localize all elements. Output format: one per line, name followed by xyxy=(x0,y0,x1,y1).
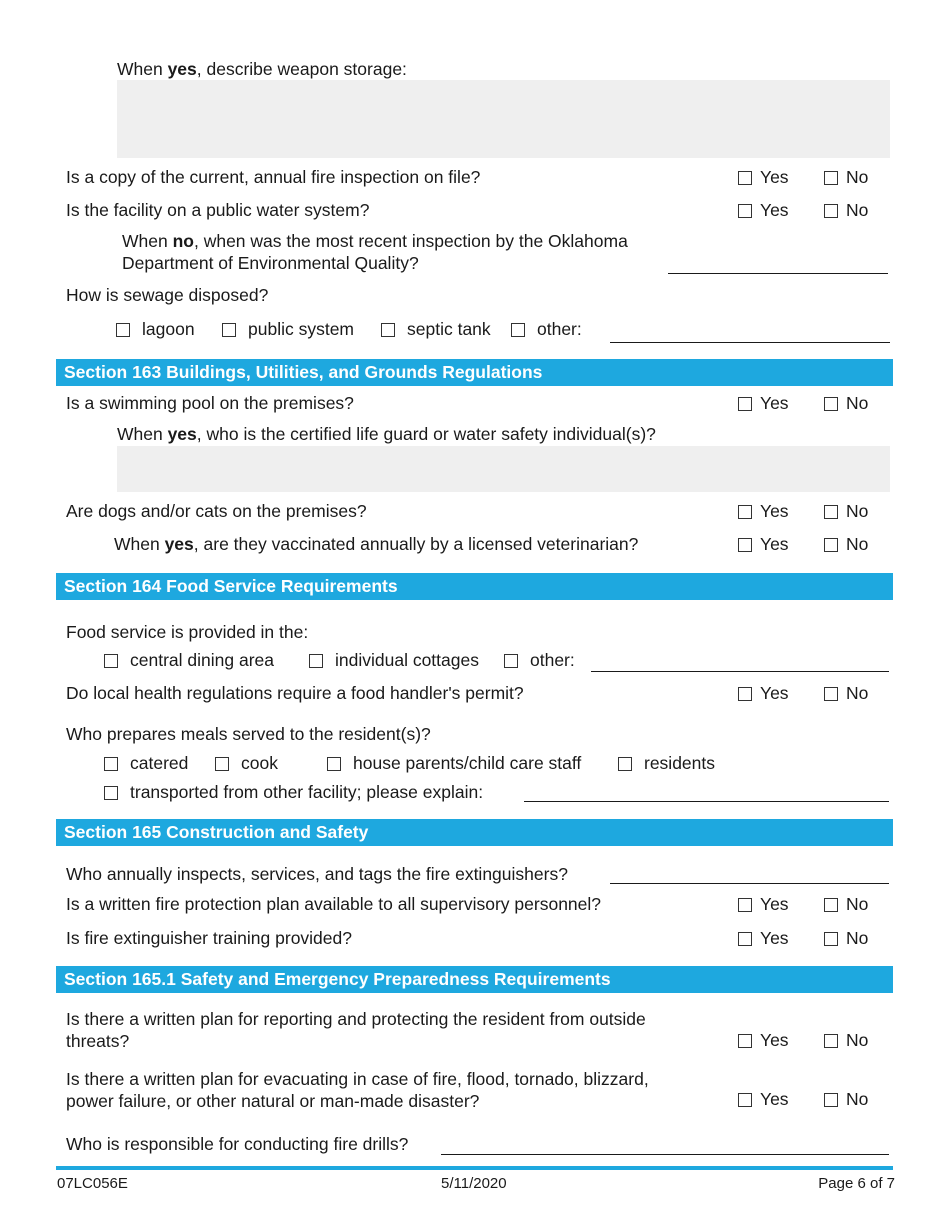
weapon-storage-label: When yes, describe weapon storage: xyxy=(117,59,407,79)
checkbox[interactable] xyxy=(327,757,341,771)
lifeguard-field[interactable] xyxy=(117,446,890,492)
lifeguard-label: When yes, who is the certified life guard or water safety individual(s)? xyxy=(117,424,656,444)
pets-yes-option[interactable]: Yes xyxy=(738,501,789,522)
checkbox[interactable] xyxy=(824,1093,838,1107)
checkbox[interactable] xyxy=(738,171,752,185)
checkbox[interactable] xyxy=(738,932,752,946)
vaccinated-question: When yes, are they vaccinated annually by a licensed veterinarian? xyxy=(114,534,639,554)
sewage-septic-tank-option[interactable]: septic tank xyxy=(381,319,491,340)
checkbox[interactable] xyxy=(738,1093,752,1107)
vaccinated-no-option[interactable]: No xyxy=(824,534,868,555)
checkbox[interactable] xyxy=(824,687,838,701)
section-165-header: Section 165 Construction and Safety xyxy=(56,819,893,846)
food-central-dining-option[interactable]: central dining area xyxy=(104,650,274,671)
fire-plan-yes-option[interactable]: Yes xyxy=(738,894,789,915)
checkbox[interactable] xyxy=(824,171,838,185)
deq-inspection-label: When no, when was the most recent inspection by the Oklahoma xyxy=(122,231,628,251)
checkbox[interactable] xyxy=(504,654,518,668)
section-164-header: Section 164 Food Service Requirements xyxy=(56,573,893,600)
checkbox[interactable] xyxy=(738,898,752,912)
meals-catered-option[interactable]: catered xyxy=(104,753,188,774)
fire-inspection-yes-option[interactable]: Yes xyxy=(738,167,789,188)
food-location-question: Food service is provided in the: xyxy=(66,622,309,642)
checkbox[interactable] xyxy=(738,687,752,701)
checkbox[interactable] xyxy=(104,757,118,771)
sewage-other-field[interactable] xyxy=(610,342,890,343)
form-id: 07LC056E xyxy=(57,1175,128,1192)
meals-transported-option[interactable]: transported from other facility; please explain: xyxy=(104,782,483,803)
food-other-option[interactable]: other: xyxy=(504,650,575,671)
food-permit-yes-option[interactable]: Yes xyxy=(738,683,789,704)
food-permit-no-option[interactable]: No xyxy=(824,683,868,704)
checkbox[interactable] xyxy=(824,1034,838,1048)
fire-plan-no-option[interactable]: No xyxy=(824,894,868,915)
meals-transported-field[interactable] xyxy=(524,801,889,802)
sewage-public-system-option[interactable]: public system xyxy=(222,319,354,340)
checkbox[interactable] xyxy=(381,323,395,337)
meals-cook-option[interactable]: cook xyxy=(215,753,278,774)
checkbox[interactable] xyxy=(824,204,838,218)
meals-house-parents-option[interactable]: house parents/child care staff xyxy=(327,753,581,774)
weapon-storage-field[interactable] xyxy=(117,80,890,158)
checkbox[interactable] xyxy=(215,757,229,771)
meals-question: Who prepares meals served to the resident(s)? xyxy=(66,724,431,744)
checkbox[interactable] xyxy=(824,538,838,552)
extinguisher-training-no-option[interactable]: No xyxy=(824,928,868,949)
deq-inspection-label-line2: Department of Environmental Quality? xyxy=(122,253,419,273)
page-number: Page 6 of 7 xyxy=(818,1175,895,1192)
threats-question: Is there a written plan for reporting and protecting the resident from outside xyxy=(66,1009,646,1029)
fire-inspection-no-option[interactable]: No xyxy=(824,167,868,188)
checkbox[interactable] xyxy=(104,654,118,668)
checkbox[interactable] xyxy=(309,654,323,668)
extinguisher-training-question: Is fire extinguisher training provided? xyxy=(66,928,352,948)
evacuation-no-option[interactable]: No xyxy=(824,1089,868,1110)
checkbox[interactable] xyxy=(824,932,838,946)
meals-residents-option[interactable]: residents xyxy=(618,753,715,774)
checkbox[interactable] xyxy=(824,898,838,912)
swimming-pool-no-option[interactable]: No xyxy=(824,393,868,414)
checkbox[interactable] xyxy=(511,323,525,337)
fire-inspection-question: Is a copy of the current, annual fire inspection on file? xyxy=(66,167,481,187)
deq-inspection-date-field[interactable] xyxy=(668,273,888,274)
food-individual-cottages-option[interactable]: individual cottages xyxy=(309,650,479,671)
checkbox[interactable] xyxy=(738,505,752,519)
checkbox[interactable] xyxy=(738,1034,752,1048)
checkbox[interactable] xyxy=(618,757,632,771)
checkbox[interactable] xyxy=(116,323,130,337)
pets-no-option[interactable]: No xyxy=(824,501,868,522)
footer-divider xyxy=(56,1166,893,1170)
evacuation-question: Is there a written plan for evacuating in case of fire, flood, tornado, blizzard, xyxy=(66,1069,649,1089)
evacuation-yes-option[interactable]: Yes xyxy=(738,1089,789,1110)
threats-question-line2: threats? xyxy=(66,1031,130,1051)
swimming-pool-question: Is a swimming pool on the premises? xyxy=(66,393,354,413)
vaccinated-yes-option[interactable]: Yes xyxy=(738,534,789,555)
threats-no-option[interactable]: No xyxy=(824,1030,868,1051)
food-permit-question: Do local health regulations require a food handler's permit? xyxy=(66,683,524,703)
checkbox[interactable] xyxy=(824,397,838,411)
extinguishers-field[interactable] xyxy=(610,883,889,884)
public-water-no-option[interactable]: No xyxy=(824,200,868,221)
public-water-yes-option[interactable]: Yes xyxy=(738,200,789,221)
form-date: 5/11/2020 xyxy=(441,1175,507,1192)
sewage-other-option[interactable]: other: xyxy=(511,319,582,340)
food-other-field[interactable] xyxy=(591,671,889,672)
sewage-lagoon-option[interactable]: lagoon xyxy=(116,319,195,340)
checkbox[interactable] xyxy=(738,538,752,552)
checkbox[interactable] xyxy=(104,786,118,800)
public-water-question: Is the facility on a public water system? xyxy=(66,200,370,220)
fire-plan-question: Is a written fire protection plan available to all supervisory personnel? xyxy=(66,894,602,914)
checkbox[interactable] xyxy=(222,323,236,337)
pets-question: Are dogs and/or cats on the premises? xyxy=(66,501,367,521)
extinguisher-training-yes-option[interactable]: Yes xyxy=(738,928,789,949)
threats-yes-option[interactable]: Yes xyxy=(738,1030,789,1051)
checkbox[interactable] xyxy=(738,204,752,218)
checkbox[interactable] xyxy=(824,505,838,519)
checkbox[interactable] xyxy=(738,397,752,411)
swimming-pool-yes-option[interactable]: Yes xyxy=(738,393,789,414)
fire-drills-question: Who is responsible for conducting fire drills? xyxy=(66,1134,409,1154)
evacuation-question-line2: power failure, or other natural or man-made disaster? xyxy=(66,1091,480,1111)
sewage-question: How is sewage disposed? xyxy=(66,285,269,305)
extinguishers-question: Who annually inspects, services, and tags the fire extinguishers? xyxy=(66,864,568,884)
fire-drills-field[interactable] xyxy=(441,1154,889,1155)
section-165-1-header: Section 165.1 Safety and Emergency Preparedness Requirements xyxy=(56,966,893,993)
section-163-header: Section 163 Buildings, Utilities, and Grounds Regulations xyxy=(56,359,893,386)
